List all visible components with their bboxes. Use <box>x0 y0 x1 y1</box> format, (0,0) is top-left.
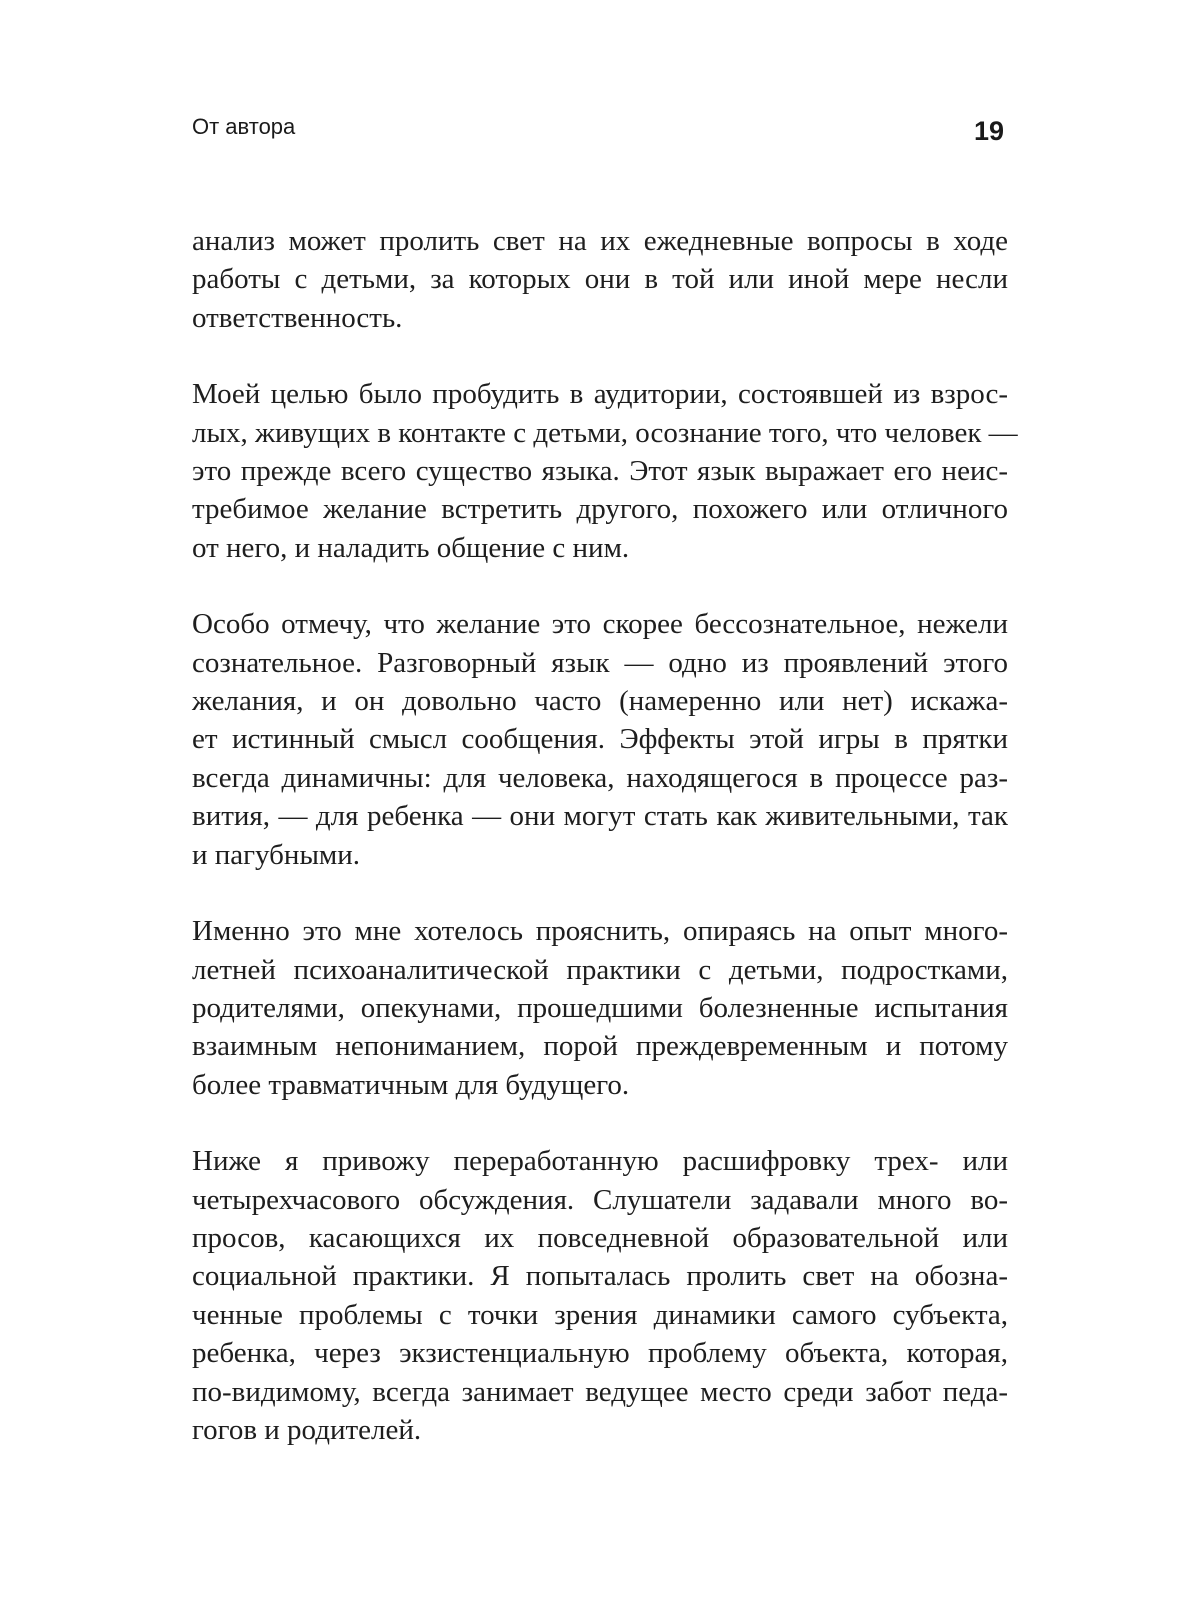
text-line: Особо отмечу, что желание это скорее бессознательное, нежели <box>192 608 1008 641</box>
text-line: ребенка, через экзистенциальную проблему объекта, которая, <box>192 1337 1008 1370</box>
text-line: родителями, опекунами, прошедшими болезненные испытания <box>192 991 1008 1024</box>
paragraph-1 <box>192 222 1008 337</box>
text-line: работы с детьми, за которых они в той или иной мере несли <box>192 263 1008 296</box>
text-line: взаимным непониманием, порой преждевременным и потому <box>192 1030 1008 1063</box>
text-line: всегда динамичны: для человека, находящегося в процессе раз- <box>192 761 1008 794</box>
text-line: просов, касающихся их повседневной образовательной или <box>192 1221 1008 1254</box>
text-line: ченные проблемы с точки зрения динамики самого субъекта, <box>192 1298 1008 1331</box>
text-line: вития, — для ребенка — они могут стать как живительными, так <box>192 800 1008 833</box>
text-line: Именно это мне хотелось прояснить, опираясь на опыт много- <box>192 915 1008 948</box>
text-line: более травматичным для будущего. <box>192 1068 630 1101</box>
text-line: по-видимому, всегда занимает ведущее место среди забот педа- <box>192 1375 1008 1408</box>
text-body <box>192 222 1018 1487</box>
page-number: 19 <box>973 116 1004 146</box>
paragraph-4 <box>192 912 1008 1104</box>
paragraph-3 <box>192 605 1008 874</box>
text-line: это прежде всего существо языка. Этот язык выражает его неис- <box>192 455 1008 488</box>
text-line: четырехчасового обсуждения. Слушатели задавали много во- <box>192 1183 1008 1216</box>
text-line: требимое желание встретить другого, похожего или отличного <box>192 493 1008 526</box>
text-line: ответственность. <box>192 301 403 334</box>
text-line: сознательное. Разговорный язык — одно из проявлений этого <box>192 646 1008 679</box>
running-head-title: От автора <box>192 114 296 139</box>
text-line: от него, и наладить общение с ним. <box>192 531 630 564</box>
text-line: Ниже я привожу переработанную расшифровку трех- или <box>192 1145 1008 1178</box>
text-line: лых, живущих в контакте с детьми, осознание того, что человек — <box>192 416 1018 449</box>
paragraph-5 <box>192 1142 1008 1449</box>
text-line: гогов и родителей. <box>192 1413 422 1446</box>
text-line: летней психоаналитической практики с детьми, подростками, <box>192 953 1008 986</box>
text-line: ет истинный смысл сообщения. Эффекты этой игры в прятки <box>192 723 1008 756</box>
text-line: и пагубными. <box>192 838 361 871</box>
text-line: анализ может пролить свет на их ежедневные вопросы в ходе <box>192 225 1008 257</box>
text-line: Моей целью было пробудить в аудитории, состоявшей из взрос- <box>192 378 1008 411</box>
text-line: желания, и он довольно часто (намеренно или нет) искажа- <box>192 685 1008 718</box>
text-line: социальной практики. Я попыталась пролить свет на обозна- <box>192 1260 1008 1293</box>
paragraph-2 <box>192 375 1018 567</box>
